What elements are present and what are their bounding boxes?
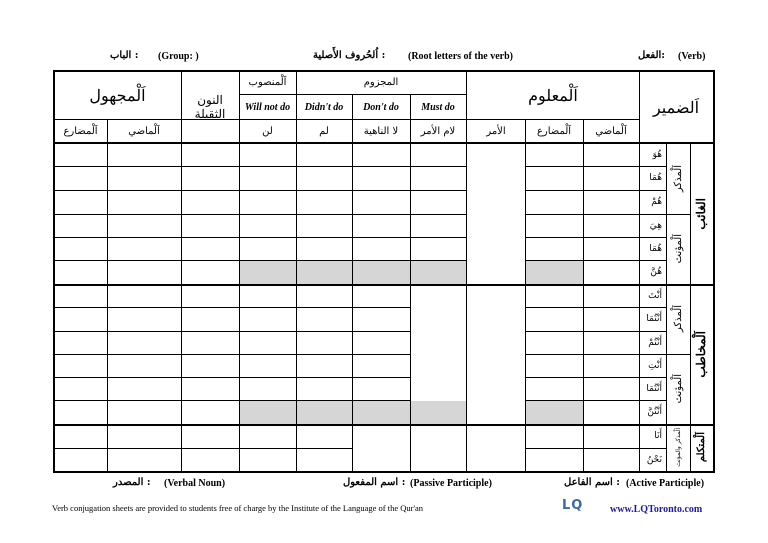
grid-line [525, 166, 639, 167]
jussive-header: المجزوم [363, 77, 399, 88]
fem-label-1: اَلْمؤنث [672, 234, 684, 264]
grid-line [525, 284, 639, 286]
grid-line [525, 331, 639, 332]
speaker-label: اَلْمتكلم [695, 432, 707, 463]
passive-participle-ar: اسم المفعول : [343, 477, 406, 488]
pronoun-cell: أَنْتِ [648, 360, 662, 371]
pronoun-cell: أَنْتُمَا [646, 314, 662, 324]
grid-line [410, 94, 411, 471]
shaded-cell [525, 401, 583, 424]
pronoun-cell: أَنْتُمْ [648, 337, 662, 348]
active-participle-en: (Active Participle) [626, 478, 705, 489]
grid-line [352, 94, 353, 471]
group-label-ar: الباب : [110, 50, 139, 61]
masc-label-2: اَلْمذكر [672, 305, 684, 333]
website-link[interactable]: www.LQToronto.com [610, 504, 703, 515]
pronoun-cell: أَنْتَ [648, 290, 662, 301]
pronoun-cell: هِيَ [649, 220, 662, 231]
grid-line [525, 214, 639, 215]
grid-line [525, 377, 639, 378]
table-border [53, 471, 714, 473]
table-border [713, 70, 715, 473]
grid-line [410, 214, 466, 215]
imperative-header: الأمر [486, 125, 506, 137]
grid-line [54, 331, 410, 332]
grid-line [107, 119, 108, 471]
masc-group-2 [666, 284, 690, 354]
grid-line [54, 424, 410, 426]
grid-line [410, 424, 466, 426]
verbal-noun-en: (Verbal Noun) [164, 478, 226, 489]
grid-line [410, 237, 466, 238]
verbal-noun-ar: المصدر : [113, 477, 151, 488]
active-participle-ar: اسم الفاعل : [564, 477, 620, 488]
grid-line [54, 214, 410, 215]
pronoun-cell: هُمَا [649, 243, 662, 254]
pronoun-cell: أَنْتُمَا [646, 383, 662, 394]
grid-line [525, 354, 639, 355]
didnt-do-ar: لم [319, 125, 329, 137]
notice-text: Verb conjugation sheets are provided to students free of charge by the Institute of the Language of the Qur'an [52, 503, 424, 513]
grid-line [525, 237, 639, 238]
subjunctive-header: اَلْمنصوب [248, 77, 287, 88]
group-label-en: (Group: ) [158, 51, 199, 62]
grid-line [54, 307, 410, 308]
shaded-cell [525, 261, 583, 284]
pronoun-header: اَلضمير [652, 97, 700, 117]
dont-do-en: Don't do [363, 101, 399, 113]
must-do-ar: لام الأمر [420, 125, 456, 137]
addressee-label: اَلْمخاطب [694, 330, 708, 378]
grid-line [525, 190, 639, 191]
active-header: اَلْمعلوم [528, 85, 578, 105]
pronoun-cell: نَحْنُ [646, 454, 662, 465]
fem-group-2 [666, 354, 690, 424]
passive-header: اَلْمجهول [89, 85, 146, 105]
grid-line [54, 354, 410, 355]
speaker-group [690, 424, 712, 471]
will-not-do-ar: لن [262, 125, 273, 137]
absent-label: الغائب [694, 197, 708, 230]
passive-participle-en: (Passive Participle) [410, 478, 492, 489]
root-label-en: (Root letters of the verb) [408, 51, 513, 62]
absent-group [690, 143, 712, 284]
grid-line [525, 307, 639, 308]
grid-line [525, 448, 639, 449]
past-passive-header: اَلْماضي [128, 125, 160, 137]
pronoun-cell: هُنَّ [650, 267, 662, 277]
root-label-ar: اُلحُروف الأَصلية : [313, 50, 386, 61]
grid-line [410, 166, 466, 167]
energetic-header [181, 71, 239, 143]
verb-label-ar: الفعل: [638, 50, 665, 61]
pronoun-cell: هُمْ [651, 197, 662, 207]
grid-line [410, 190, 466, 191]
grid-line [54, 190, 410, 191]
verb-label-en: (Verb) [678, 51, 706, 62]
grid-line [54, 377, 410, 378]
grid-line [525, 119, 526, 471]
fem-group-1 [666, 214, 690, 284]
grid-line [54, 400, 410, 401]
pronoun-cell: أَنَا [654, 431, 662, 441]
fem-label-2: اَلْمؤنث [672, 374, 684, 404]
grid-line [583, 119, 584, 471]
lq-logo-icon: LQ [562, 498, 584, 513]
grid-line [466, 284, 525, 286]
grid-line [410, 284, 466, 286]
speaker-sub-group [666, 424, 690, 471]
pronoun-cell: هُمَا [649, 173, 662, 183]
grid-line [54, 448, 352, 449]
present-passive-header: اَلْمضارع [63, 125, 98, 137]
grid-line [54, 237, 410, 238]
must-do-en: Must do [421, 101, 455, 113]
grid-line [54, 284, 410, 286]
masc-group-1 [666, 143, 690, 214]
masc-label-1: اَلْمذكر [672, 164, 684, 193]
dont-do-ar: لا الناهية [363, 125, 399, 137]
grid-line [410, 260, 466, 261]
grid-line [54, 166, 410, 167]
grid-line [54, 260, 410, 261]
pronoun-cell: هُوَ [652, 149, 662, 160]
past-active-header: اَلْماضي [595, 125, 627, 137]
grid-line [525, 424, 639, 426]
energetic-line1: النون [197, 93, 223, 107]
addressee-group [690, 284, 712, 424]
speaker-sub-label: اَلْمذكر والمؤنث [674, 428, 682, 467]
present-active-header: اَلْمضارع [536, 125, 572, 137]
grid-line [525, 260, 639, 261]
grid-line [525, 400, 639, 401]
will-not-do-en: Will not do [244, 101, 291, 113]
didnt-do-en: Didn't do [304, 101, 344, 113]
pronoun-cell: أَنْتُنَّ [647, 407, 662, 417]
grid-line [466, 424, 525, 426]
energetic-line2: الثقيلة [194, 107, 226, 121]
